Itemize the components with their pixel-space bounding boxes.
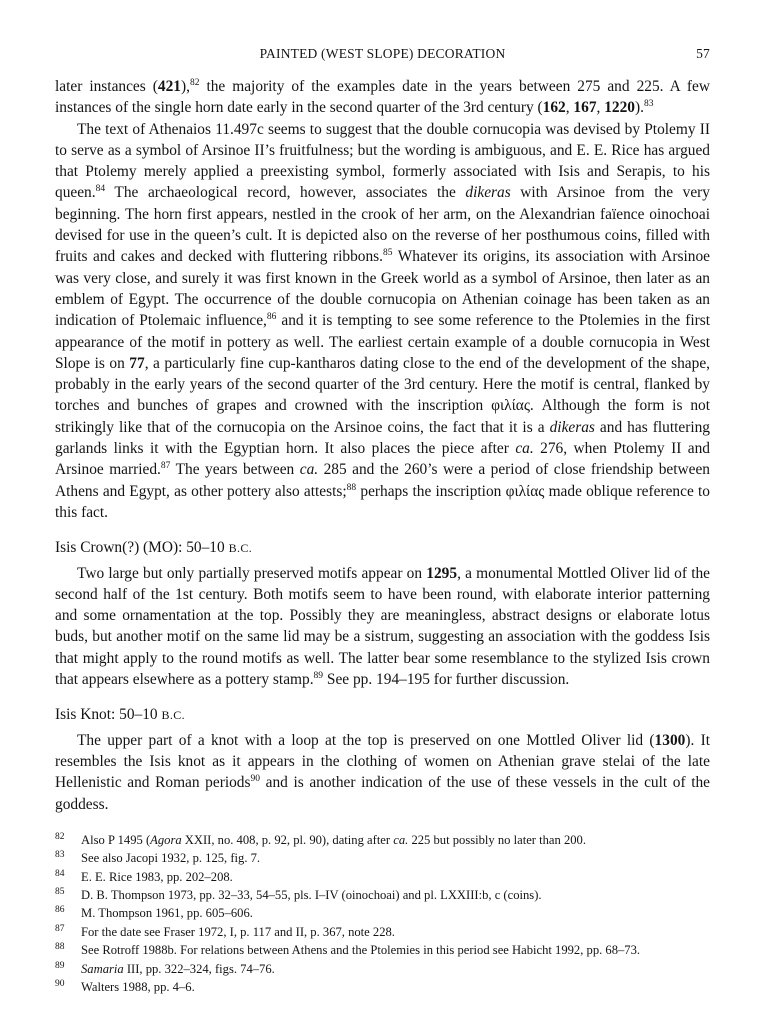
- catalog-ref: 1295: [426, 564, 458, 582]
- running-title: PAINTED (WEST SLOPE) DECORATION: [259, 46, 506, 61]
- catalog-ref: 162: [542, 99, 566, 117]
- catalog-ref: 1300: [654, 731, 686, 749]
- catalog-ref: 421: [157, 78, 181, 95]
- footnote-86: 86 M. Thompson 1961, pp. 605–606.: [55, 905, 253, 921]
- footnote-82: 82 Also P 1495 (Agora XXII, no. 408, p. 92, pl. 90), dating after ca. 225 but possibly no later than 200.: [55, 831, 586, 847]
- footnote-85: 85 D. B. Thompson 1973, pp. 32–33, 54–55, pls. I–IV (oinochoai) and pl. LXXIII:b, c (coins).: [55, 887, 542, 903]
- section-heading-isis-knot: Isis Knot: 50–10 B.C.: [55, 706, 186, 724]
- footnote-ref-84: 84: [95, 184, 106, 195]
- footnote-ref-82: 82: [189, 78, 200, 88]
- page-number: 57: [696, 46, 710, 61]
- footnote-ref-86: 86: [266, 312, 277, 323]
- paragraph-continuation: later instances (421),$^{82}$ the majority of the examples date in the years between 275 and 225. A few instances of the single horn date early in the second quarter of the 3rd century (162, 167, 1220).$^{83}$: [55, 78, 710, 117]
- footnote-ref-85: 85: [383, 248, 393, 259]
- catalog-ref: 77: [129, 354, 145, 372]
- section-heading-isis-crown: Isis Crown(?) (MO): 50–10 B.C.: [55, 539, 253, 557]
- footnote-89: 89 Samaria III, pp. 322–324, figs. 74–76.: [55, 960, 275, 976]
- main-text: [55, 76, 710, 815]
- paragraph-isis-knot: The upper part of a knot with a loop at the top is preserved on one Mottled Oliver lid (1300). It resembles the Isis knot as it appears in the clothing of women on Athenian grave stelai of the late Hellenistic and Roman periods$^{90}$ and is another indication of the use of these vessels in the cult of the goddess.: [55, 731, 710, 813]
- catalog-ref: 167: [573, 99, 597, 117]
- page-header: [55, 40, 710, 64]
- footnote-90: 90 Walters 1988, pp. 4–6.: [55, 979, 195, 995]
- footnote-ref-88: 88: [346, 482, 357, 493]
- footnote-ref-89: 89: [313, 671, 324, 682]
- paragraph-isis-crown: Two large but only partially preserved motifs appear on 1295, a monumental Mottled Oliver lid of the second half of the 1st century. Both motifs seem to have been round, with elaborate interior patterning and some ornamentation at the top. Possibly they are meaningless, abstract designs or elaborate lotus buds, but another motif on the same lid may be a sistrum, suggesting an association with the goddess Isis that might apply to the round motifs as well. The latter bear some resemblance to the stylized Isis crown that appears elsewhere as a pottery stamp.$^{89}$ See pp. 194–195 for further discussion.: [55, 564, 710, 689]
- paragraph-athenaios: The text of Athenaios 11.497c seems to suggest that the double cornucopia was devised by Ptolemy II to serve as a symbol of Arsinoe II’s fruitfulness; but the wording is ambiguous, and E. E. Rice has argued that Ptolemy merely applied a preexisting symbol, formerly associated with Isis and Serapis, to his queen.$^{84}$ The archaeological record, however, associates the dikeras with Arsinoe from the very beginning. The horn first appears, nestled in the crook of her arm, on the Alexandrian faïence oinochoai devised for use in the queen’s cult. It is depicted also on the reverse of her posthumous coins, filled with fruits and cakes and decked with fluttering ribbons.$^{85}$ Whatever its origins, its association with Arsinoe was very close, and surely it was first known in the Greek world as a symbol of Arsinoe, then later as an emblem of Egypt. The occurrence of the double cornucopia on Athenian coinage has been taken as an indication of Ptolemaic influence,$^{86}$ and it is tempting to see some reference to the Ptolemies in the first appearance of the motif in pottery as well. The earliest certain example of a double cornucopia in West Slope is on 77, a particularly fine cup-kantharos dating close to the end of the development of the shape, probably in the early years of the second quarter of the 3rd century. Here the motif is central, flanked by torches and bunches of grapes and crowned with the inscription φιλίας. Although the form is not strikingly like that of the cornucopia on the Arsinoe coins, the fact that it is a dikeras and has fluttering garlands links it with the Egyptian horn. It also places the piece after ca. 276, when Ptolemy II and Arsinoe married.$^{87}$ The years between ca. 285 and the 260’s were a period of close friendship between Athens and Egypt, as other pottery also attests;$^{88}$ perhaps the inscription φιλίας made oblique reference to this fact.: [55, 120, 710, 521]
- footnote-88: 88 See Rotroff 1988b. For relations between Athens and the Ptolemies in this period see Habicht 1992, pp. 68–73.: [55, 942, 641, 958]
- footnote-83: 83 See also Jacopi 1932, p. 125, fig. 7.: [55, 850, 261, 866]
- document-page: [55, 40, 710, 996]
- footnote-ref-90: 90: [250, 774, 260, 785]
- footnote-87: 87 For the date see Fraser 1972, I, p. 117 and II, p. 367, note 228.: [55, 923, 395, 939]
- footnote-84: 84 E. E. Rice 1983, pp. 202–208.: [55, 868, 233, 884]
- footnotes: [55, 831, 710, 997]
- catalog-ref: 1220: [604, 99, 635, 117]
- footnote-ref-83: 83: [643, 99, 654, 110]
- footnote-ref-87: 87: [160, 461, 171, 472]
